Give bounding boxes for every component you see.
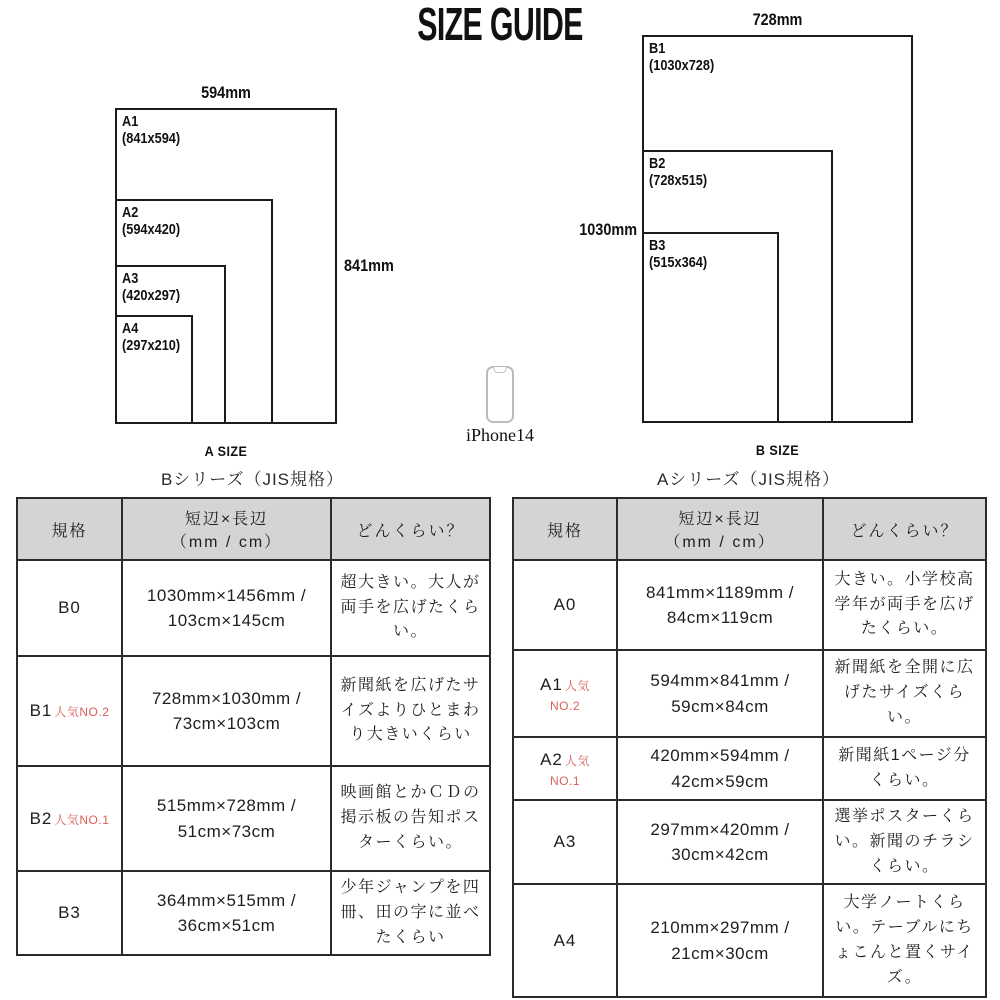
header-dimensions: [122, 498, 331, 560]
grade-label: B2: [29, 808, 53, 828]
header-grade: 規格: [17, 498, 122, 560]
header-dimensions-line2: （mm / cm）: [664, 534, 776, 551]
page-title: SIZE GUIDE: [417, 0, 583, 50]
grade-cell: A0: [513, 560, 617, 650]
header-dimensions-line2: （mm / cm）: [170, 534, 283, 551]
iphone-label: iPhone14: [465, 425, 534, 445]
size-cell: 210mm×297mm / 21cm×30cm: [617, 884, 823, 997]
desc-cell: 新聞紙1ページ分くらい。: [823, 737, 986, 800]
grade-label: A1: [540, 674, 563, 694]
a-size-caption: A SIZE: [204, 443, 248, 459]
a1-label: [122, 113, 180, 148]
a2-label-dims: (594x420): [122, 221, 181, 239]
grade-cell: [513, 650, 617, 737]
desc-cell: 大学ノートくらい。テーブルにちょこんと置くサイズ。: [823, 884, 986, 997]
header-how-big: どんくらい？: [823, 498, 986, 560]
grade-cell: [17, 766, 122, 871]
a-series-diagram: [115, 83, 394, 459]
table-row-a3: [513, 800, 986, 884]
table-row-b1: [17, 656, 490, 766]
table-header-row: [17, 498, 490, 560]
table-header-row: [513, 498, 986, 560]
size-cell: 594mm×841mm / 59cm×84cm: [617, 650, 823, 737]
desc-cell: 選挙ポスターくらい。新聞のチラシくらい。: [823, 800, 986, 884]
b-size-caption: B SIZE: [755, 442, 800, 458]
header-dimensions-line1: 短辺×長辺: [184, 511, 269, 528]
desc-cell: 新聞紙を広げたサイズよりひとまわり大きいくらい: [331, 656, 490, 766]
header-how-big: どんくらい？: [331, 498, 490, 560]
b-table-title: Bシリーズ（JIS規格）: [160, 470, 345, 489]
desc-cell: 新聞紙を全開に広げたサイズくらい。: [823, 650, 986, 737]
b2-label-name: B2: [649, 155, 666, 172]
b1-label-dims: (1030x728): [649, 57, 715, 75]
popularity-badge: 人気: [564, 678, 590, 693]
size-cell: 841mm×1189mm / 84cm×119cm: [617, 560, 823, 650]
b3-label-dims: (515x364): [649, 254, 708, 272]
b3-label: [649, 237, 707, 272]
a4-rect: [115, 315, 193, 424]
table-row-b0: [17, 560, 490, 656]
grade-cell: [513, 737, 617, 800]
b-series-table: [16, 497, 491, 956]
a1-label-name: A1: [122, 113, 139, 130]
a4-label-dims: (297x210): [122, 337, 181, 355]
table-row-a4: [513, 884, 986, 997]
popularity-badge: 人気NO.2: [54, 705, 110, 719]
size-cell: 728mm×1030mm / 73cm×103cm: [122, 656, 331, 766]
table-row-a1: [513, 650, 986, 737]
b-series-diagram: [579, 10, 913, 458]
desc-cell: 少年ジャンプを四冊、田の字に並べたくらい: [331, 871, 490, 955]
header-dimensions: [617, 498, 823, 560]
grade-cell: A4: [513, 884, 617, 997]
a-table-title: Aシリーズ（JIS規格）: [656, 470, 841, 489]
grade-cell: B3: [17, 871, 122, 955]
popularity-badge-number: NO.1: [549, 773, 580, 788]
b-height-label: 1030mm: [579, 220, 637, 239]
a-height-label: 841mm: [344, 256, 394, 275]
iphone-size-reference: [462, 366, 538, 446]
size-cell: 1030mm×1456mm / 103cm×145cm: [122, 560, 331, 656]
table-row-a2: [513, 737, 986, 800]
table-row-a0: [513, 560, 986, 650]
a3-label-dims: (420x297): [122, 287, 181, 305]
b1-label-name: B1: [649, 40, 666, 57]
a2-label-name: A2: [122, 204, 139, 221]
a-series-table-section: [512, 468, 985, 998]
b-width-label: 728mm: [752, 10, 803, 29]
a1-label-dims: (841x594): [122, 130, 181, 148]
grade-label: A2: [540, 749, 563, 769]
grade-cell: A3: [513, 800, 617, 884]
header-grade: 規格: [513, 498, 617, 560]
size-cell: 420mm×594mm / 42cm×59cm: [617, 737, 823, 800]
header-dimensions-line1: 短辺×長辺: [678, 511, 762, 528]
b3-rect: [642, 232, 779, 423]
a4-label: [122, 320, 180, 355]
a3-label: [122, 270, 180, 305]
popularity-badge: 人気NO.1: [54, 812, 110, 827]
b3-label-name: B3: [649, 237, 666, 254]
iphone-icon: [486, 366, 514, 423]
popularity-badge-number: NO.2: [549, 698, 580, 713]
b1-label: [649, 40, 714, 75]
table-row-b2: [17, 766, 490, 871]
size-cell: 515mm×728mm / 51cm×73cm: [122, 766, 331, 871]
a-width-label: 594mm: [201, 83, 251, 102]
a-series-table: [512, 497, 987, 998]
grade-cell: B0: [17, 560, 122, 656]
table-row-b3: [17, 871, 490, 955]
iphone-notch-icon: [494, 367, 507, 373]
a4-label-name: A4: [122, 320, 139, 337]
b-series-table-section: [16, 468, 489, 956]
a2-label: [122, 204, 180, 239]
desc-cell: 超大きい。大人が両手を広げたくらい。: [331, 560, 490, 656]
grade-cell: [17, 656, 122, 766]
desc-cell: 大きい。小学校高学年が両手を広げたくらい。: [823, 560, 986, 650]
b2-label-dims: (728x515): [649, 172, 708, 190]
b2-label: [649, 155, 707, 190]
a3-label-name: A3: [122, 270, 139, 287]
grade-label: B1: [29, 701, 53, 720]
size-cell: 297mm×420mm / 30cm×42cm: [617, 800, 823, 884]
size-cell: 364mm×515mm / 36cm×51cm: [122, 871, 331, 955]
desc-cell: 映画館とかＣＤの掲示板の告知ポスターくらい。: [331, 766, 490, 871]
popularity-badge: 人気: [564, 753, 590, 768]
